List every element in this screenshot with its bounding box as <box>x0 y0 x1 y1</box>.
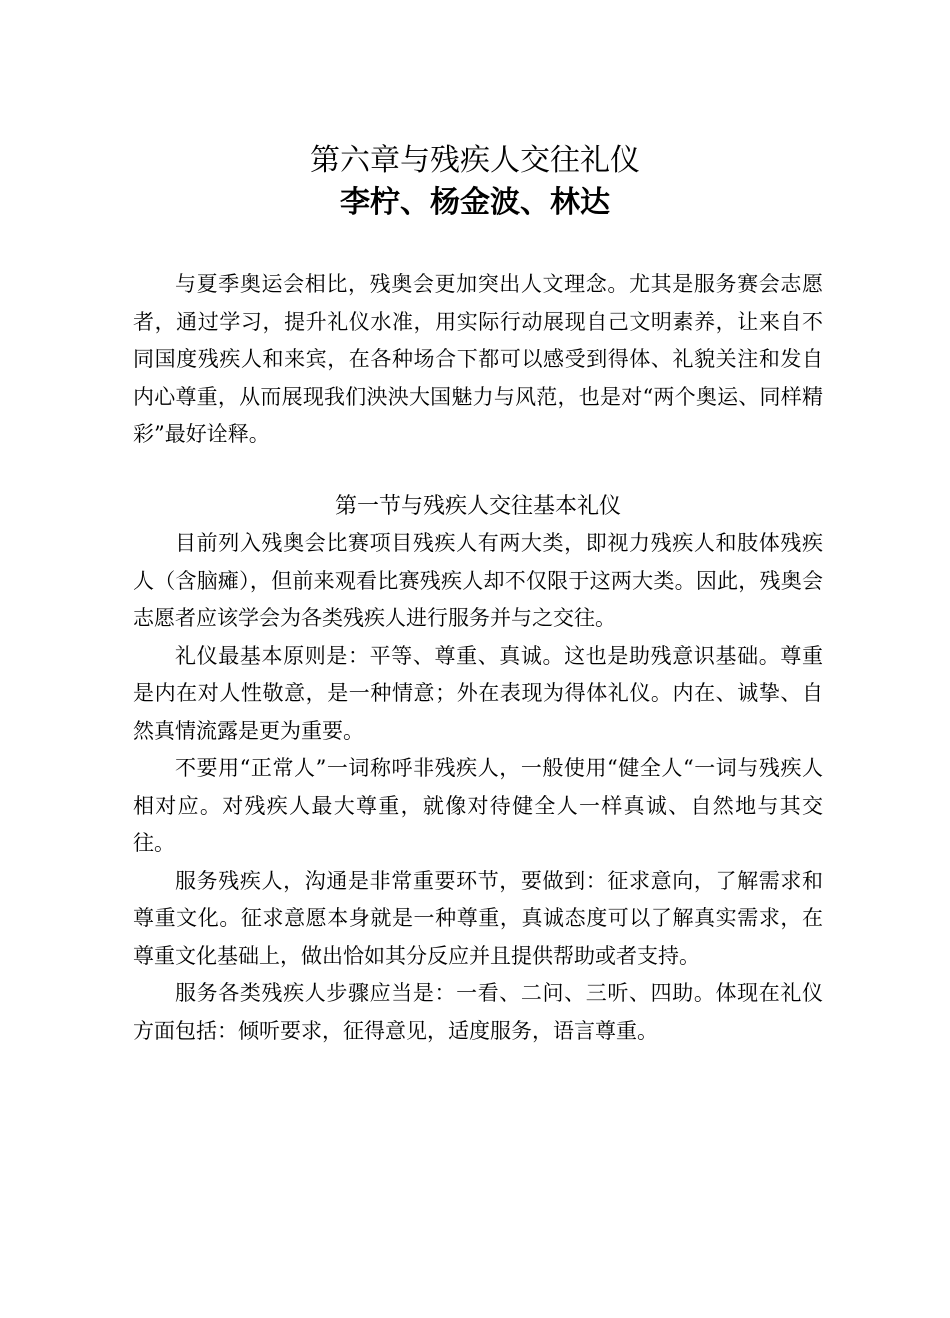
intro-paragraph: 与夏季奥运会相比，残奥会更加突出人文理念。尤其是服务赛会志愿者，通过学习，提升礼仪水准，用实际行动展现自己文明素养，让来自不同国度残疾人和来宾，在各种场合下都可以感受到得体、礼貌关注和发自内心尊重，从而展现我们泱泱大国魅力与风范，也是对“两个奥运、同样精彩”最好诠释。 <box>133 272 823 446</box>
authors-line: 李柠、杨金波、林达 <box>340 185 610 220</box>
body-paragraph: 服务各类残疾人步骤应当是：一看、二问、三听、四助。体现在礼仪方面包括：倾听要求，征得意见，适度服务，语言尊重。 <box>133 981 823 1043</box>
document-body <box>133 266 823 1050</box>
body-paragraph: 礼仪最基本原则是：平等、尊重、真诚。这也是助残意识基础。尊重是内在对人性敬意，是一种情意；外在表现为得体礼仪。内在、诚挚、自然真情流露是更为重要。 <box>133 643 823 743</box>
body-paragraph: 目前列入残奥会比赛项目残疾人有两大类，即视力残疾人和肢体残疾人（含脑瘫），但前来观看比赛残疾人却不仅限于这两大类。因此，残奥会志愿者应该学会为各类残疾人进行服务并与之交往。 <box>133 531 823 630</box>
body-paragraph: 服务残疾人，沟通是非常重要环节，要做到：征求意向，了解需求和尊重文化。征求意愿本身就是一种尊重，真诚态度可以了解真实需求，在尊重文化基础上，做出恰如其分反应并且提供帮助或者支持。 <box>133 868 823 968</box>
spacer <box>133 454 823 488</box>
section-heading: 第一节与残疾人交往基本礼仪 <box>334 493 621 519</box>
body-paragraph: 不要用“正常人”一词称呼非残疾人，一般使用“健全人“一词与残疾人相对应。对残疾人最大尊重，就像对待健全人一样真诚、自然地与其交往。 <box>133 756 823 855</box>
chapter-title: 第六章与残疾人交往礼仪 <box>310 143 640 178</box>
